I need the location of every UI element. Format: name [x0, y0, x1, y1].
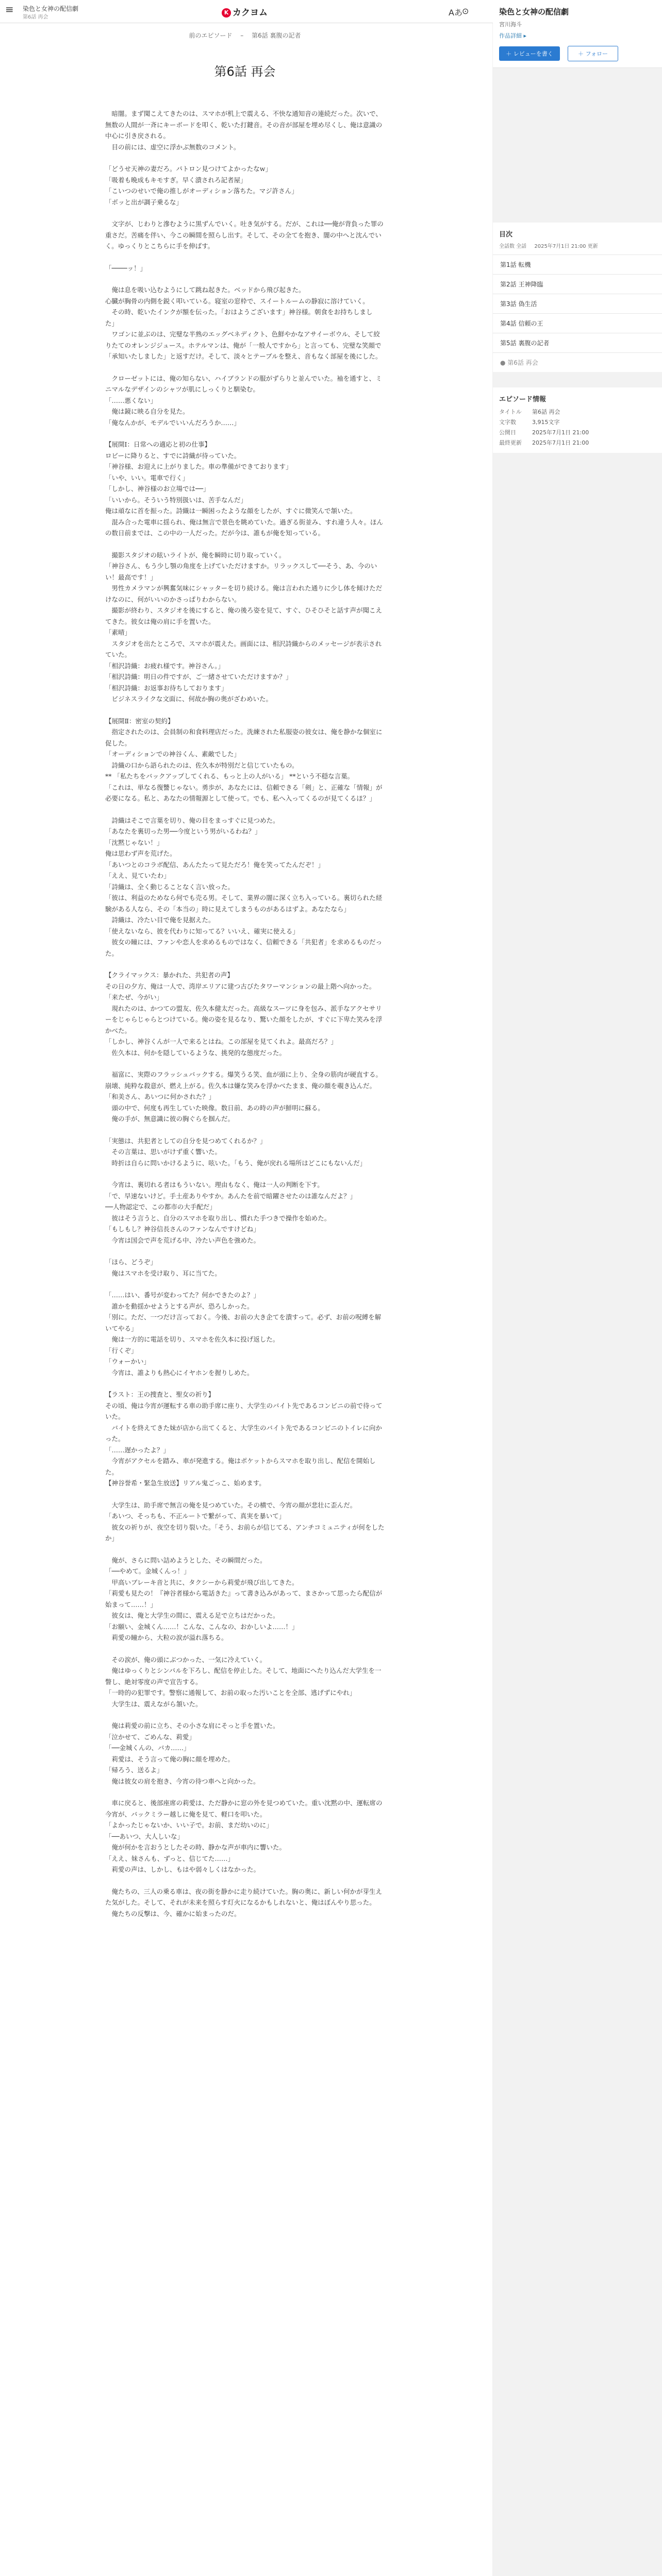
nav-separator: – — [240, 32, 244, 39]
paragraph: 大学生は、助手席で無言の俺を見つめていた。その横で、今宵の顔が悲壮に歪んだ。 「あいつ、そっちも、不正ルートで繋がって、真実を暴いて」 彼女の祈りが、夜空を切り裂いた。「そう、お前らが信じてる、アンチコミュニティが何をしたか」 — [105, 1501, 385, 1542]
paragraph: 「どうせ天神の妻だろ。パトロン見つけてよかったなw」 「吸着も晩成もキモすぎ。早く潰されろ記者屋」 「こいつのせいで俺の推しがオーディション落ちた。マジ許さん」 「ボッと出が調子乗るな」 — [105, 165, 298, 206]
prev-episode-link[interactable]: 前のエピソード — [189, 32, 233, 39]
action-buttons — [499, 46, 656, 61]
paragraph: 「────ッ！」 — [105, 264, 147, 272]
site-logo[interactable] — [222, 5, 268, 18]
paragraph: 俺が、さらに問い詰めようとした、その瞬間だった。 「──やめて。金城くんっ！」 甲高いブレーキ音と共に、タクシーから莉愛が飛び出してきた。 「莉愛も見たの！『神谷者様から電話きた』って書き込みがあって、まさかって思ったら配信が始まって……！」 彼女は、俺と大学生の間に、震える足で立ちはだかった。 「お願い、金城くん……！こんな、こんなの、おかしいよ……！」 莉愛の瞳から、大粒の涙が溢れ落ちる。 — [105, 1556, 383, 1641]
work-details-link[interactable]: 作品詳細 ▸ — [499, 32, 527, 39]
author-name[interactable]: 宮川海斗 — [499, 21, 522, 28]
menu-icon[interactable]: ≡ — [5, 3, 14, 15]
paragraph: 詩織はそこで言葉を切り、俺の目をまっすぐに見つめた。 「あなたを裏切った男──今度という男がいるわね？」 「沈黙じゃない！」 俺は思わず声を荒げた。 「あいつとのコラボ配信、あんたたって見ただろ！俺を笑ってたんだぞ！」 「ええ、見ていたわ」 「詩織は、全く動じることなく言い放った。 「彼は、利益のためなら何でも売る男。そして、業界の闇に深く立ち入っている。裏切られた経験がある人なら、その「本当の」時に見えてしまうものがあるはずよ。あなたなら」 詩織は、冷たい目で俺を見据えた。 「使えないなら、彼を代わりに知ってる？いいえ、確実に使える」 彼女の瞳には、ファンや恋人を求めるものではなく、信頼できる「共犯者」を求めるものだった。 — [105, 816, 383, 957]
info-row — [493, 417, 662, 427]
toc-item[interactable]: 第3話 偽生活 — [493, 294, 662, 313]
info-row — [493, 406, 662, 417]
sidebar — [493, 0, 662, 2576]
toc-updated: 2025年7月1日 21:00 更新 — [534, 244, 598, 249]
info-value: 2025年7月1日 21:00 — [532, 429, 589, 436]
episode-title: 第6話 再会 — [214, 64, 276, 79]
sidebar-work-title[interactable]: 染色と女神の配信劇 — [499, 7, 569, 16]
paragraph: 車に戻ると、後部座席の莉愛は、ただ静かに窓の外を見つめていた。重い沈黙の中、運転席の今宵が、バックミラー越しに俺を見て、軽口を叩いた。 「よかったじゃないか、いい子で。お前、まだ幼いのに」 「──あいつ、大人しいな」 俺が何かを言おうとしたその時、静かな声が車内に響いた。 「ええ、妹さんも、ずっと、信じてた……」 莉愛の声は、しかし、もはや弱々しくはなかった。 — [105, 1799, 383, 1873]
episode-subtitle: 第6話 再会 — [23, 14, 48, 20]
toc-count: 全話数 全話 — [499, 244, 527, 249]
paragraph: 「ほら、どうぞ」 俺はスマホを受け取り、耳に当てた。 — [105, 1258, 221, 1277]
paragraph: クローゼットには、俺の知らない、ハイブランドの服がずらりと並んでいた。袖を通すと、ミニマルなデザインのシャツが肌にしっくりと馴染む。 「……悪くない」 俺は鏡に映る自分を見た。 「俺なんかが、モデルでいいんだろうか……」 — [105, 374, 382, 427]
paragraph: 【展開Ⅱ：密室の契約】 指定されたのは、会員制の和食料理店だった。洗練された私服姿の彼女は、俺を静かな個室に促した。 「オーディションでの神谷くん、素敵でした」 詩織の口から語られたのは、佐久本が特別だと信じていたもの。 ** 「私たちをバックアップしてくれる、もっと上の人がいる」 **という不穏な言葉。 「これは、単なる復讐じゃない。勇歩が、あなたには、信頼できる「剣」と、正確な「情報」が必要になる。私と、あなたの情報源として使って。でも、私へ入ってくるのが見てくるほ？」 — [105, 717, 383, 802]
paragraph: 文字が、じわりと滲むように黒ずんでいく。吐き気がする。だが、これは──俺が背負った罪の重さだ。苦痛を伴い、今この瞬間を照らし出す。そして、その全てを抱き、闇の中へと沈んでいく。ゆっくりとこちらに手を伸ばす。 — [105, 220, 384, 250]
toc-item[interactable]: 第5話 裏腹の記者 — [493, 333, 662, 352]
current-episode-link[interactable]: 第6話 裏腹の記者 — [252, 32, 301, 39]
toc-item[interactable]: 第1話 転機 — [493, 255, 662, 274]
episode-text — [105, 108, 385, 1919]
toc-title: 目次 — [499, 231, 513, 239]
paragraph: 【ラスト：王の捜査と、聖女の祈り】 その頃、俺は今宵が運転する車の助手席に座り、大学生のバイト先であるコンビニの前で待っていた。 バイトを終えてきた妹が店から出てくると、大学生のバイト先であるコンビニのトイレに向かった。 「……遅かったよ？」 今宵がアクセルを踏み、車が発進する。俺はポケットからスマホを取り出し、配信を開始した。 【神谷誉希・緊急生放送】リアル鬼ごっこ、始めます。 — [105, 1391, 383, 1487]
episode-body — [105, 23, 385, 1930]
paragraph: 俺たちの、三人の乗る車は、夜の街を静かに走り続けていた。胸の奥に、新しい何かが芽生えた気がした。そして、それが未来を照らす灯火になるかもしれないと、俺はぼんやり思った。 俺たちの反撃は、今、確かに始まったのだ。 — [105, 1887, 383, 1918]
work-title-link[interactable]: 染色と女神の配信劇 — [23, 5, 79, 12]
info-key: タイトル — [499, 409, 522, 415]
paragraph: 撮影スタジオの眩いライトが、俺を瞬時に切り取っていく。 「神谷さん、もう少し顎の角度を上げていただけますか。リラックスして──そう、あ、今のいい！最高です！」 男性カメラマンが興奮気味にシャッターを切り続ける。俺は言われた通りに少し体を傾けただけなのに、何がいいのかさっぱりわからない。 撮影が終わり、スタジオを後にすると、俺の後ろ姿を見て、すぐ、ひそひそと話す声が聞こえてきた。彼女は俺の肩に手を置いた。 「素晴」 スタジオを出たところで、スマホが震えた。画面には、相沢詩織からのメッセージが表示されていた。 「相沢詩織：お疲れ様です。神谷さん。」 「相沢詩織：明日の件ですが、ご一緒させていただけますか？」 「相沢詩織：お返事お待ちしております」 ビジネスライクな文面に、何故か胸の奥がざわめいた。 — [105, 551, 383, 703]
info-title: エピソード情報 — [499, 396, 547, 403]
info-row — [493, 427, 662, 437]
follow-button[interactable]: ＋ フォロー — [568, 46, 618, 61]
info-value: 2025年7月1日 21:00 — [532, 439, 589, 446]
toc-list — [493, 255, 662, 372]
paragraph: その涙が、俺の頭にぶつかった、一気に冷えていく。 俺はゆっくりとシンバルを下ろし、配信を停止した。そして、地面にへたり込んだ大学生を一瞥し、絶対零度の声で宣告する。 「一時的の犯罪です。警察に通報して、お前の取った汚いことを全部、逃げずにやれ」 大学生は、震えながら頷いた。 — [105, 1655, 382, 1708]
paragraph: 【展開Ⅰ：日常への適応と初の仕事】 ロビーに降りると、すでに詩織が待っていた。 「神谷様、お迎えに上がりました。車の準備ができております」 「いや、いい。電車で行く」 「しかし、神谷様のお立場では──」 「いいから。そういう特別扱いは、苦手なんだ」 俺は頑なに首を振った。詩織は一瞬困ったような顔をしたが、すぐに微笑んで頷いた。 混み合った電車に揺られ、俺は無言で景色を眺めていた。過ぎる街並み、すれ違う人々。ほんの数日前までは、この中の一人だった。だが今は、誰もが俺を知っている。 — [105, 440, 384, 537]
paragraph: 「実態は、共犯者としての自分を見つめてくれるか？」 その言葉は、思いがけず重く響いた。 時折は自らに問いかけるように、呟いた。「もう、俺が戻れる場所はどこにもないんだ」 — [105, 1137, 367, 1167]
info-value: 3,915文字 — [532, 419, 560, 426]
episode-info — [493, 387, 662, 453]
episode-nav — [105, 31, 385, 40]
toc-meta — [493, 242, 662, 255]
font-settings-icon[interactable]: Aあ — [449, 8, 462, 18]
paragraph: 暗闇。まず聞こえてきたのは、スマホが机上で震える、不快な通知音の連続だった。次いで、無数の人間が一斉にキーボードを叩く、乾いた打鍵音。その音が部屋を埋め尽くし、俺は意識の中心に引き戻される。 目の前には、虚空に浮かぶ無数のコメント。 — [105, 110, 383, 151]
paragraph: 「……はい、番号が変わってた？何かできたのよ？」 誰かを動揺かせようとする声が、恐ろしかった。 「別に。ただ、一つだけ言っておく。今後、お前の大き企てを潰すって。必ず、お前の呪縛を解いてやる」 俺は一方的に電話を切り、スマホを佐久本に投げ返した。 「行くぞ」 「ウォーかい」 今宵は、誰よりも熱心にイヤホンを握りしめた。 — [105, 1291, 382, 1377]
toc-item[interactable]: 第4話 信頼の王 — [493, 313, 662, 333]
info-key: 文字数 — [499, 419, 516, 426]
table-of-contents — [493, 223, 662, 372]
info-row — [493, 437, 662, 448]
toc-item[interactable]: 第2話 王神降臨 — [493, 274, 662, 294]
info-key: 最終更新 — [499, 439, 522, 446]
share-icon[interactable]: ⊙ — [462, 6, 469, 16]
toc-item[interactable]: ● 第6話 再会 — [493, 352, 662, 372]
paragraph: 福富に、実際のフラッシュバックする。爆笑うる笑、血が頭に上り、全身の筋肉が硬直する。崩壊、純粋な殺意が、燃え上がる。佐久本は嫌な笑みを浮かべたまま、俺の顔を覗き込んだ。 「和美さん、あいつに何かされた？」 頭の中で、何度も再生していた映像。数日前、あの時の声が鮮明に蘇る。 俺の手が、無意識に彼の胸ぐらを掴んだ。 — [105, 1071, 383, 1123]
work-header — [493, 0, 662, 68]
paragraph: 【クライマックス：暴かれた、共犯者の声】 その日の夕方、俺は一人で、湾岸エリアに建つ古びたタワーマンションの最上階へ向かった。 「来たぜ、今がい」 現れたのは、かつての盟友、佐久本健太だった。高級なスーツに身を包み、派手なアクセサリーをじゃらじゃらとつけている。俺の姿を見るなり、驚いた顔をしたが、すぐに下卑た笑みを浮かべた。 「しかし、神谷くんが一人で来るとはね。この部屋を見てくれよ。最高だろ？」 佐久本は、何かを隠しているような、挑発的な態度だった。 — [105, 971, 383, 1057]
info-key: 公開日 — [499, 429, 516, 436]
logo-mark-icon: K — [222, 8, 231, 18]
paragraph: 今宵は、裏切れる者はもういない。理由もなく、俺は一人の判断を下す。 「で、早速ないけど。手土産ありやすか。あんたを前で暗躍させたのは誰なんだよ？」 ──人物認定で、この都市の大手配だ」 彼はそう言うと、自分のスマホを取り出し、慣れた手つきで操作を始めた。 「もしもし？神谷信長さんのファンなんですけどね」 今宵は国会で声を荒げる中、冷たい声色を強めた。 — [105, 1181, 357, 1244]
paragraph: 俺は莉愛の前に立ち、その小さな肩にそっと手を置いた。 「泣かせて、ごめんな、莉愛」 「──金城くんの、バカ……」 莉愛は、そう言って俺の胸に顔を埋めた。 「帰ろう、送るよ」 俺は彼女の肩を抱き、今宵の待つ車へと向かった。 — [105, 1722, 279, 1785]
logo-text: カクヨム — [233, 8, 268, 18]
review-button[interactable]: ＋ レビューを書く — [499, 46, 560, 61]
paragraph: 俺は息を吸い込むようにして跳ね起きた。ベッドから飛び起きた。 心臓が胸骨の内側を鋭く叩いている。寝室の窓枠で、スイートルームの静寂に溶けていく。 その時、乾いたインクが額を伝った。「おはようございます」神谷様。朝食をお持ちしました」 ワゴンに並ぶのは、完璧な半熟のエッグベネディクト、色鮮やかなアサイーボウル、そして絞りたてのオレンジジュース。ホテルマンは、俺が「一般人ですから」と言っても、完璧な笑顔で「承知いたしました」と返すだけ。そして、淡々とテーブルを整え、音もなく部屋を後にした。 — [105, 286, 382, 360]
info-list — [493, 406, 662, 448]
info-value: 第6話 再会 — [532, 409, 560, 415]
